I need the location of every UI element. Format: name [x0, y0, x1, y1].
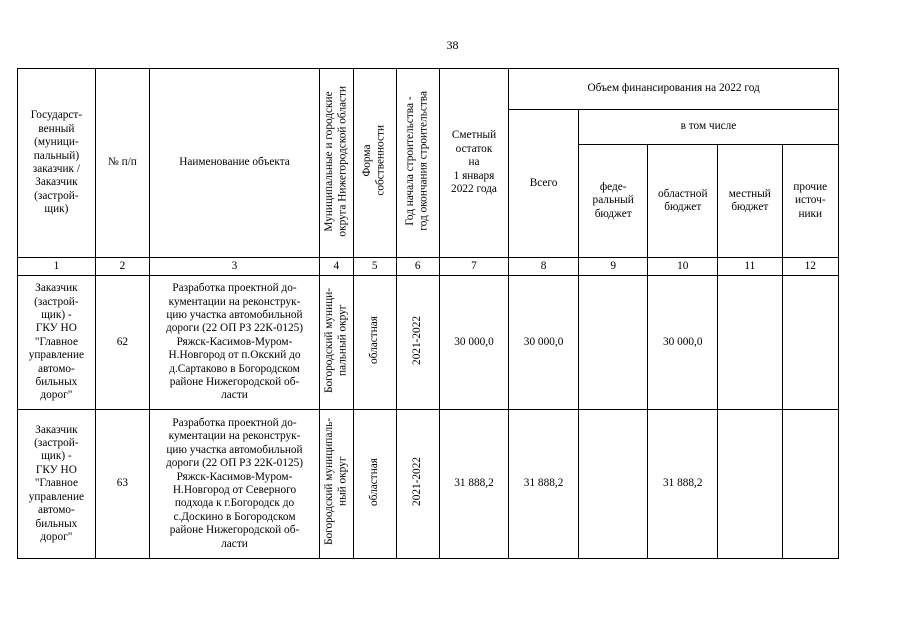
row-estimate: 31 888,2	[439, 410, 509, 559]
row-years-cell	[396, 276, 439, 410]
row-federal	[578, 276, 648, 410]
row-number: 62	[95, 276, 149, 410]
row-local	[718, 276, 782, 410]
row-ownership-cell	[353, 276, 396, 410]
row-district: Богородский муниципаль- ный округ	[322, 418, 349, 546]
financing-table	[17, 68, 839, 559]
row-customer: Заказчик (застрой- щик) - ГКУ НО "Главное управление автомо- бильных дорог"	[18, 276, 96, 410]
header-local: местный бюджет	[718, 145, 782, 258]
column-number: 3	[150, 258, 320, 276]
page-number: 38	[446, 38, 459, 52]
header-regional: областной бюджет	[648, 145, 718, 258]
row-district: Богородский муници- пальный округ	[322, 287, 349, 393]
column-number: 5	[353, 258, 396, 276]
header-number: № п/п	[95, 69, 149, 258]
header-federal: феде- ральный бюджет	[578, 145, 648, 258]
header-ownership: Форма собственности	[361, 125, 387, 197]
row-ownership-cell	[353, 410, 396, 559]
header-total: Всего	[509, 110, 579, 258]
column-number: 9	[578, 258, 648, 276]
row-years-cell	[396, 410, 439, 559]
row-object-name: Разработка проектной до- кументации на реконструк- цию участка автомобильной дороги (22 ОП РЗ 22К-0125) Ряжск-Касимов-Муром- Н.Новгород от п.Окский до д.Сартаково в Богородском районе Нижегородской об- ласти	[150, 276, 320, 410]
row-district-cell	[319, 276, 353, 410]
row-district-cell	[319, 410, 353, 559]
row-local	[718, 410, 782, 559]
column-number: 11	[718, 258, 782, 276]
row-ownership: областная	[368, 316, 380, 365]
column-number-row	[18, 258, 839, 276]
row-years: 2021-2022	[410, 457, 423, 507]
column-number: 12	[782, 258, 838, 276]
row-estimate: 30 000,0	[439, 276, 509, 410]
header-districts-cell	[319, 69, 353, 258]
row-customer: Заказчик (застрой- щик) - ГКУ НО "Главное управление автомо- бильных дорог"	[18, 410, 96, 559]
column-number: 4	[319, 258, 353, 276]
row-other	[782, 410, 838, 559]
table-row	[18, 410, 839, 559]
column-number: 10	[648, 258, 718, 276]
column-number: 1	[18, 258, 96, 276]
header-ownership-cell	[353, 69, 396, 258]
header-other: прочие источ- ники	[782, 145, 838, 258]
column-number: 8	[509, 258, 579, 276]
header-including: в том числе	[578, 110, 838, 145]
row-regional: 31 888,2	[648, 410, 718, 559]
column-number: 7	[439, 258, 509, 276]
header-object-name: Наименование объекта	[150, 69, 320, 258]
column-number: 6	[396, 258, 439, 276]
header-estimate: Сметный остаток на 1 января 2022 года	[439, 69, 509, 258]
header-years-cell	[396, 69, 439, 258]
column-number: 2	[95, 258, 149, 276]
row-object-name: Разработка проектной до- кументации на реконструк- цию участка автомобильной дороги (22 ОП РЗ 22К-0125) Ряжск-Касимов-Муром- Н.Новгород от Северного подхода к г.Богородск до с.Доскино в Богородском районе Нижегородской об- ласти	[150, 410, 320, 559]
row-number: 63	[95, 410, 149, 559]
header-districts: Муниципальные и городские округа Нижегородской области	[322, 85, 349, 237]
row-total: 30 000,0	[509, 276, 579, 410]
header-row-1	[18, 69, 839, 110]
header-years: Год начала строительства - год окончания строительства	[404, 90, 430, 231]
header-financing: Объем финансирования на 2022 год	[509, 69, 839, 110]
row-federal	[578, 410, 648, 559]
row-regional: 30 000,0	[648, 276, 718, 410]
header-customer: Государст- венный (муници- пальный) заказчик / Заказчик (застрой- щик)	[18, 69, 96, 258]
table-row	[18, 276, 839, 410]
row-other	[782, 276, 838, 410]
row-total: 31 888,2	[509, 410, 579, 559]
row-years: 2021-2022	[410, 315, 423, 365]
row-ownership: областная	[368, 457, 380, 506]
